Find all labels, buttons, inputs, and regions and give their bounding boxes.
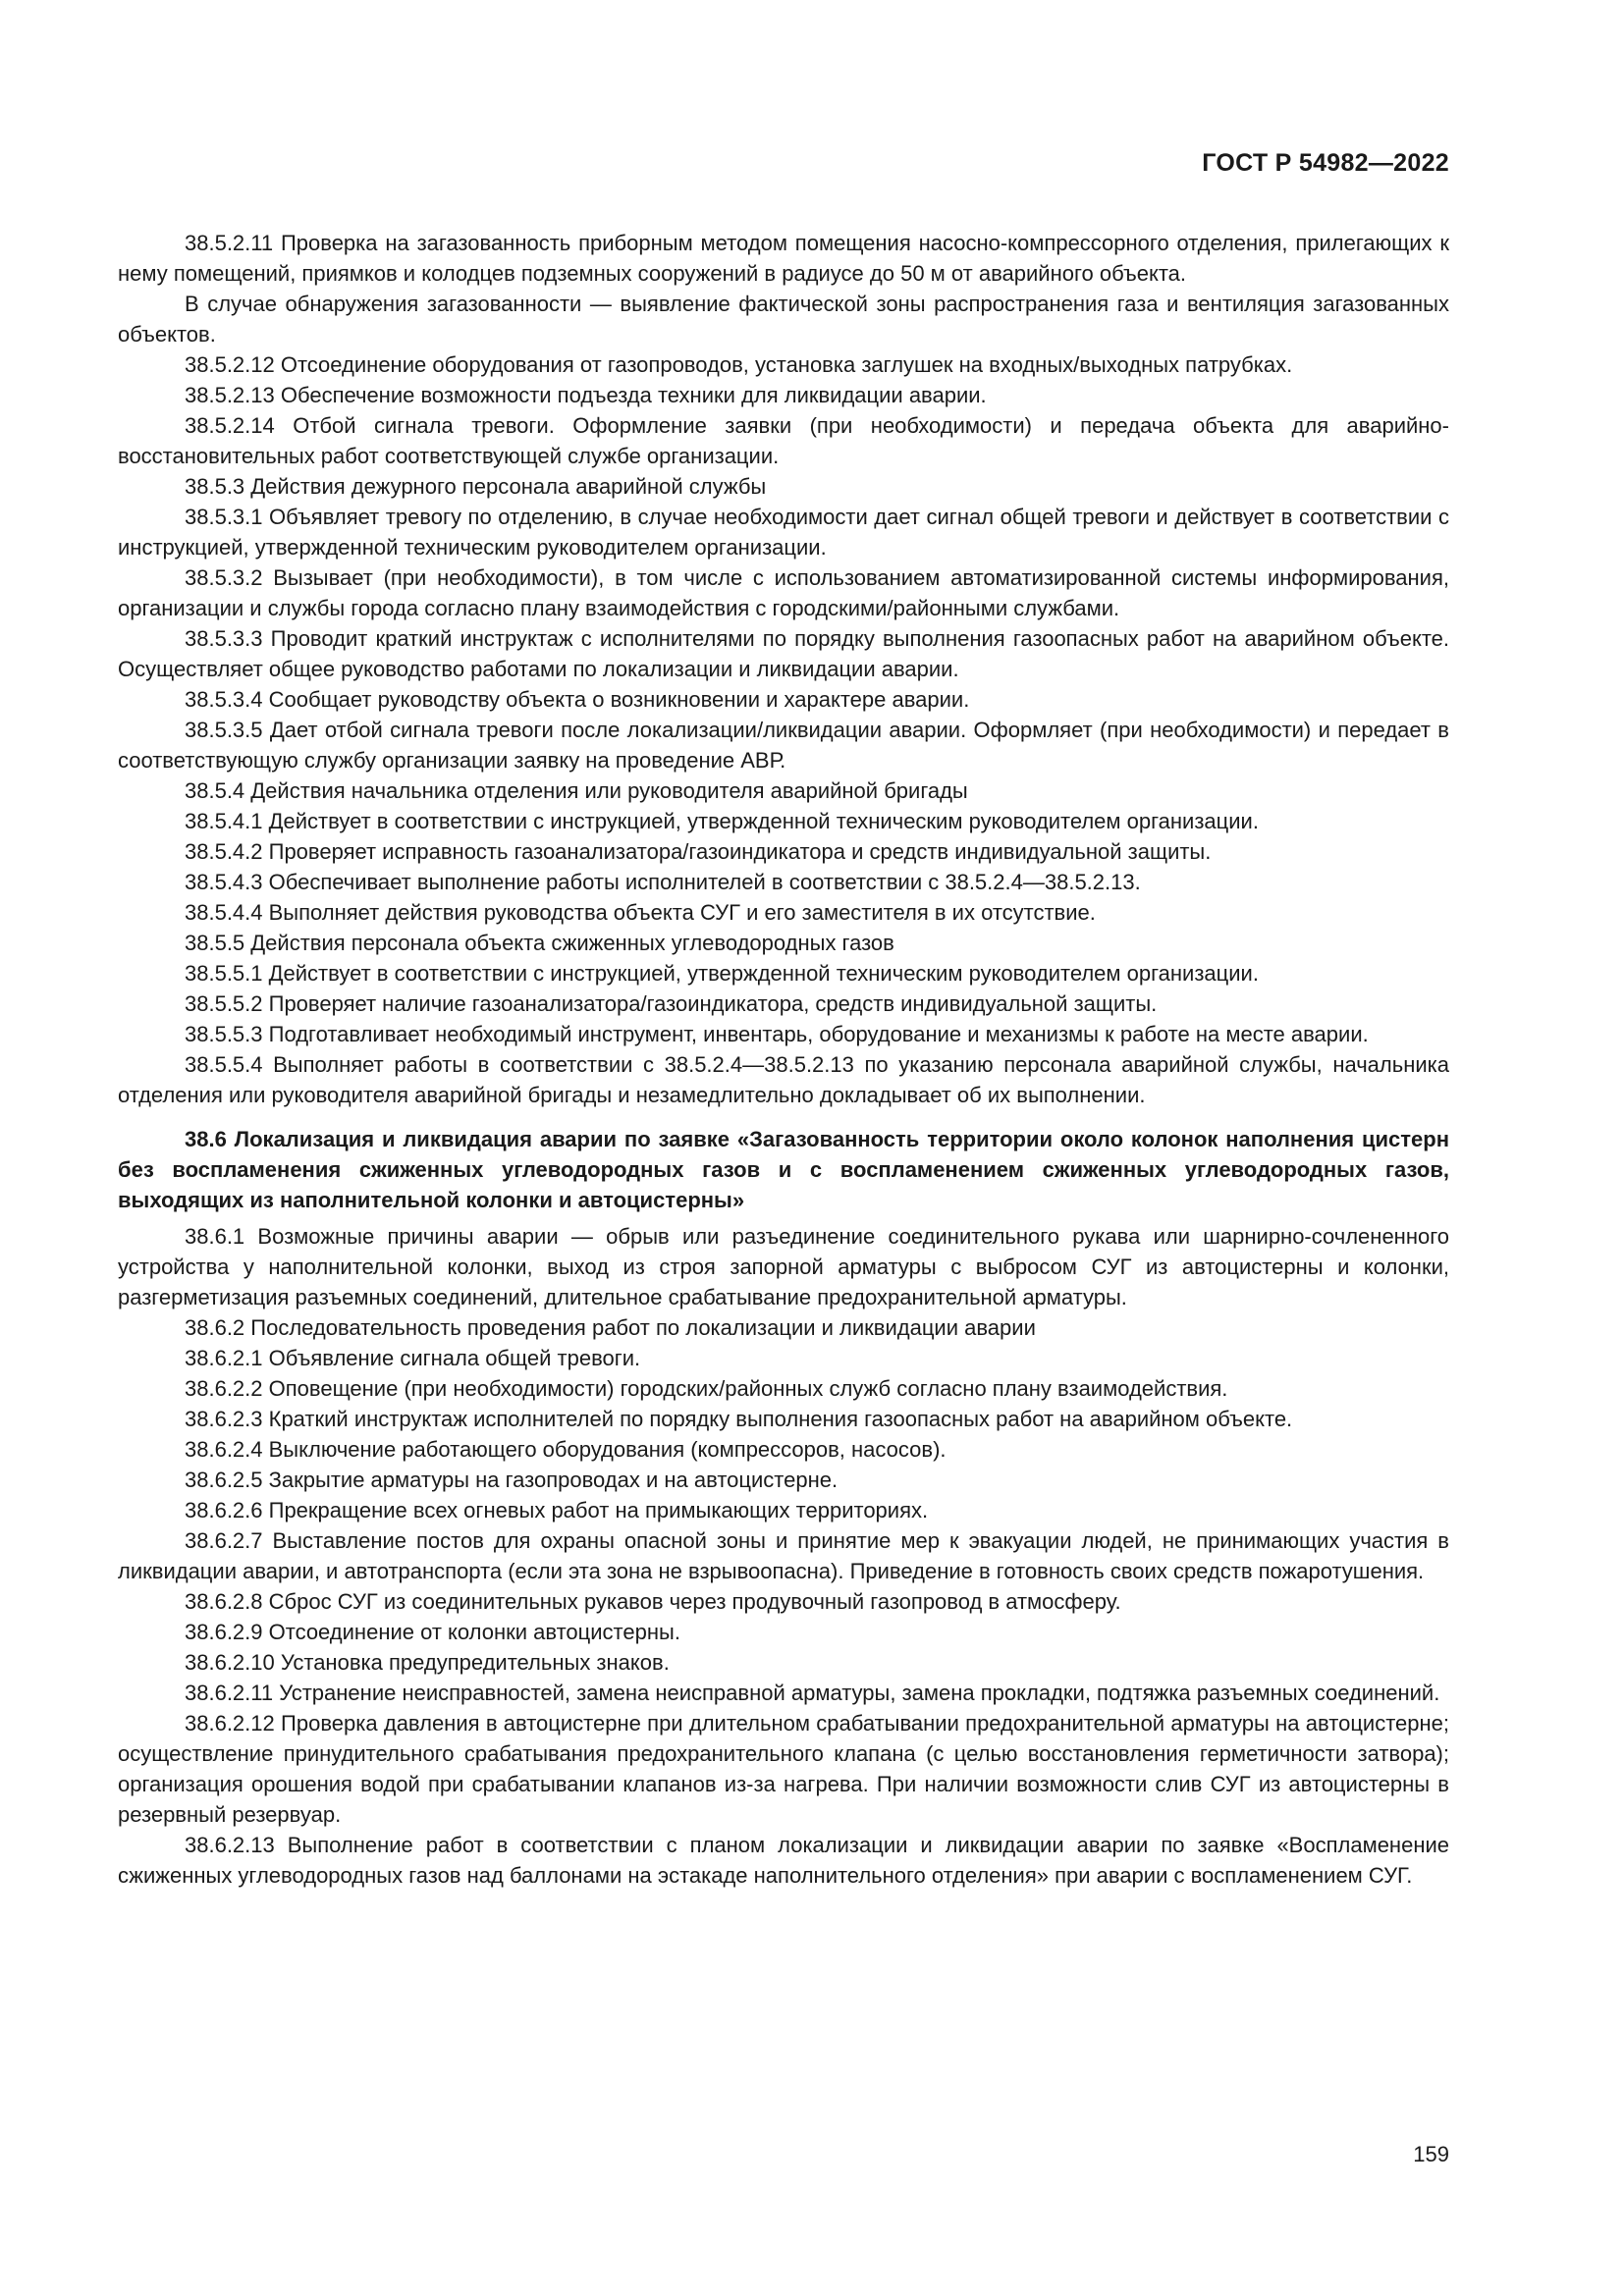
paragraph: 38.6.2.13 Выполнение работ в соответствии с планом локализации и ликвидации аварии по заявке «Воспламенение сжиженных углеводородных газов над баллонами на эстакаде наполнительного отделения» при аварии с воспламенением СУГ. <box>118 1833 1449 1888</box>
page-number: 159 <box>1413 2142 1449 2166</box>
paragraph: 38.5.2.13 Обеспечение возможности подъезда техники для ликвидации аварии. <box>185 383 987 407</box>
paragraph: 38.6.2.3 Краткий инструктаж исполнителей по порядку выполнения газоопасных работ на аварийном объекте. <box>185 1407 1293 1431</box>
paragraph: 38.5.2.11 Проверка на загазованность приборным методом помещения насосно-компрессорного отделения, прилегающих к нему помещений, приямков и колодцев подземных сооружений в радиусе до 50 м от аварийного объекта. <box>118 231 1449 286</box>
paragraph: 38.5.3 Действия дежурного персонала аварийной службы <box>185 474 767 499</box>
paragraph: 38.5.5.2 Проверяет наличие газоанализатора/газоиндикатора, средств индивидуальной защиты. <box>185 991 1158 1016</box>
paragraph: 38.6.2.6 Прекращение всех огневых работ на примыкающих территориях. <box>185 1498 929 1522</box>
paragraph: 38.5.4.3 Обеспечивает выполнение работы исполнителей в соответствии с 38.5.2.4—38.5.2.13. <box>185 870 1141 894</box>
paragraph: 38.5.4.4 Выполняет действия руководства объекта СУГ и его заместителя в их отсутствие. <box>185 900 1096 925</box>
paragraph: 38.5.3.1 Объявляет тревогу по отделению, в случае необходимости дает сигнал общей тревоги и действует в соответствии с инструкцией, утвержденной техническим руководителем организации. <box>118 505 1449 560</box>
paragraph: 38.6.2.4 Выключение работающего оборудования (компрессоров, насосов). <box>185 1437 947 1462</box>
paragraph: 38.6.2.2 Оповещение (при необходимости) городских/районных служб согласно плану взаимодействия. <box>185 1376 1228 1401</box>
paragraph: 38.5.5.4 Выполняет работы в соответствии с 38.5.2.4—38.5.2.13 по указанию персонала аварийной службы, начальника отделения или руководителя аварийной бригады и незамедлительно докладывает об их выполнении. <box>118 1052 1449 1107</box>
paragraph: 38.5.3.5 Дает отбой сигнала тревоги после локализации/ликвидации аварии. Оформляет (при необходимости) и передает в соответствующую службу организации заявку на проведение АВР. <box>118 718 1449 773</box>
paragraph: В случае обнаружения загазованности — выявление фактической зоны распространения газа и вентиляция загазованных объектов. <box>118 292 1449 347</box>
paragraph: 38.5.4.2 Проверяет исправность газоанализатора/газоиндикатора и средств индивидуальной защиты. <box>185 839 1212 864</box>
paragraph: 38.6.2.9 Отсоединение от колонки автоцистерны. <box>185 1620 680 1644</box>
paragraph: 38.6.2.12 Проверка давления в автоцистерне при длительном срабатывании предохранительной арматуры на автоцистерне; осуществление принудительного срабатывания предохранительного клапана (с целью восстановления герметичности затвора); организация орошения водой при срабатывании клапанов из-за нагрева. При наличии возможности слив СУГ из автоцистерны в резервный резервуар. <box>118 1711 1449 1827</box>
paragraph: 38.6.2.5 Закрытие арматуры на газопроводах и на автоцистерне. <box>185 1468 839 1492</box>
paragraph: 38.6.2 Последовательность проведения работ по локализации и ликвидации аварии <box>185 1315 1036 1340</box>
paragraph: 38.5.2.12 Отсоединение оборудования от газопроводов, установка заглушек на входных/выходных патрубках. <box>185 352 1293 377</box>
section-heading: 38.6 Локализация и ликвидация аварии по заявке «Загазованность территории около колонок наполнения цистерн без воспламенения сжиженных углеводородных газов и с воспламенением сжиженных углеводородных газов, выходящих из наполнительной колонки и автоцистерны» <box>118 1127 1449 1212</box>
paragraph: 38.6.2.7 Выставление постов для охраны опасной зоны и принятие мер к эвакуации людей, не принимающих участия в ликвидации аварии, и автотранспорта (если эта зона не взрывоопасна). Приведение в готовность своих средств пожаротушения. <box>118 1528 1449 1583</box>
paragraph: 38.5.3.2 Вызывает (при необходимости), в том числе с использованием автоматизированной системы информирования, организации и службы города согласно плану взаимодействия с городскими/районными службами. <box>118 565 1449 620</box>
paragraph: 38.5.5.1 Действует в соответствии с инструкцией, утвержденной техническим руководителем организации. <box>185 961 1259 986</box>
paragraph: 38.5.5.3 Подготавливает необходимый инструмент, инвентарь, оборудование и механизмы к работе на месте аварии. <box>185 1022 1369 1046</box>
paragraph: 38.5.2.14 Отбой сигнала тревоги. Оформление заявки (при необходимости) и передача объекта для аварийно-восстановительных работ соответствующей службе организации. <box>118 413 1449 468</box>
standard-designation: ГОСТ Р 54982—2022 <box>1202 149 1449 177</box>
paragraph: 38.6.2.8 Сброс СУГ из соединительных рукавов через продувочный газопровод в атмосферу. <box>185 1589 1121 1614</box>
paragraph: 38.5.4 Действия начальника отделения или руководителя аварийной бригады <box>185 778 968 803</box>
paragraph: 38.5.5 Действия персонала объекта сжиженных углеводородных газов <box>185 931 894 955</box>
paragraph: 38.6.2.11 Устранение неисправностей, замена неисправной арматуры, замена прокладки, подтяжка разъемных соединений. <box>185 1681 1440 1705</box>
document-body <box>118 228 1449 1891</box>
paragraph: 38.6.2.10 Установка предупредительных знаков. <box>185 1650 670 1675</box>
paragraph: 38.5.4.1 Действует в соответствии с инструкцией, утвержденной техническим руководителем организации. <box>185 809 1259 833</box>
paragraph: 38.6.1 Возможные причины аварии — обрыв или разъединение соединительного рукава или шарнирно-сочлененного устройства у наполнительной колонки, выход из строя запорной арматуры с выбросом СУГ из автоцистерны и колонки, разгерметизация разъемных соединений, длительное срабатывание предохранительной арматуры. <box>118 1224 1449 1309</box>
paragraph: 38.6.2.1 Объявление сигнала общей тревоги. <box>185 1346 641 1370</box>
paragraph: 38.5.3.4 Сообщает руководству объекта о возникновении и характере аварии. <box>185 687 970 712</box>
paragraph: 38.5.3.3 Проводит краткий инструктаж с исполнителями по порядку выполнения газоопасных работ на аварийном объекте. Осуществляет общее руководство работами по локализации и ликвидации аварии. <box>118 626 1449 681</box>
document-page <box>118 0 1449 2296</box>
